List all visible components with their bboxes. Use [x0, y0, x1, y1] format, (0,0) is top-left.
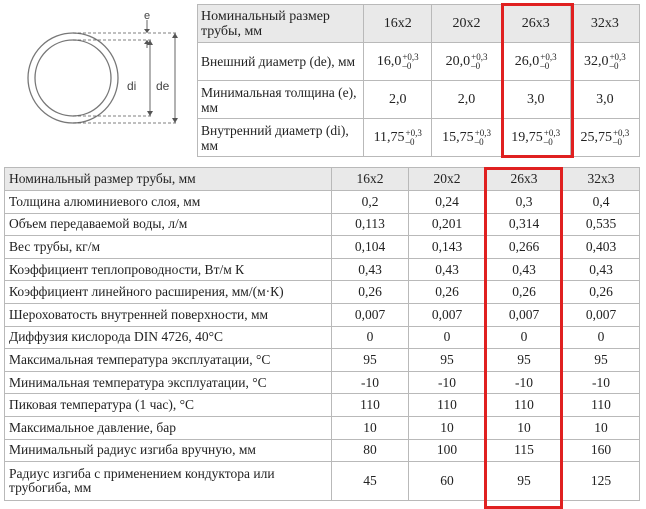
e-arrow-icon — [144, 29, 150, 33]
cell-value: 95 — [486, 349, 563, 372]
cell-value: 0,104 — [332, 236, 409, 259]
table-row — [198, 43, 640, 81]
cell-value: 10 — [486, 416, 563, 439]
header-col: 16x2 — [332, 168, 409, 191]
table-row — [198, 119, 640, 157]
row-label: Коэффициент линейного расширения, мм/(м·К) — [5, 281, 332, 304]
cell-value: 0,007 — [409, 303, 486, 326]
row-label: Диффузия кислорода DIN 4726, 40°C — [5, 326, 332, 349]
cell-value: 0,007 — [332, 303, 409, 326]
cell-value: 2,0 — [364, 81, 432, 119]
row-label: Максимальное давление, бар — [5, 416, 332, 439]
row-label: Шероховатость внутренней поверхности, мм — [5, 303, 332, 326]
cell-value: 0,26 — [563, 281, 640, 304]
cell-value: 60 — [409, 462, 486, 501]
cell-value: 0,266 — [486, 236, 563, 259]
cell-value: 0,24 — [409, 191, 486, 214]
cell-value-with-tolerance: 25,75 +0,3 –0 — [570, 119, 639, 157]
cell-value: -10 — [486, 371, 563, 394]
table-row — [5, 213, 640, 236]
cell-value: 0,113 — [332, 213, 409, 236]
pipe-dimensions-table — [197, 4, 640, 157]
de-arrow-icon — [172, 33, 178, 38]
row-label: Внутренний диаметр (di), мм — [198, 119, 364, 157]
table-row — [5, 462, 640, 501]
cell-value-with-tolerance: 19,75 +0,3 –0 — [501, 119, 570, 157]
cell-value: 0,143 — [409, 236, 486, 259]
cell-value: 100 — [409, 439, 486, 462]
outer-circle — [28, 33, 118, 123]
row-label: Минимальный радиус изгиба вручную, мм — [5, 439, 332, 462]
cell-value: 10 — [332, 416, 409, 439]
header-col: 16x2 — [364, 5, 432, 43]
cell-value: -10 — [563, 371, 640, 394]
header-label: Номинальный размер трубы, мм — [5, 168, 332, 191]
table-row — [5, 258, 640, 281]
cell-value-with-tolerance: 26,0 +0,3 –0 — [501, 43, 570, 81]
cell-value: 0,403 — [563, 236, 640, 259]
cell-value: 0 — [563, 326, 640, 349]
table-row — [5, 326, 640, 349]
cell-value: 115 — [486, 439, 563, 462]
cell-value: 0,2 — [332, 191, 409, 214]
table-row — [5, 349, 640, 372]
table-row — [5, 191, 640, 214]
cell-value: 0,007 — [563, 303, 640, 326]
row-label: Внешний диаметр (de), мм — [198, 43, 364, 81]
cell-value: 45 — [332, 462, 409, 501]
header-col: 20x2 — [409, 168, 486, 191]
header-col: 26x3 — [501, 5, 570, 43]
cell-value: 110 — [563, 394, 640, 417]
pipe-specifications-table — [4, 167, 640, 501]
row-label: Радиус изгиба с применением кондуктора или трубогиба, мм — [5, 462, 332, 501]
row-label: Вес трубы, кг/м — [5, 236, 332, 259]
row-label: Коэффициент теплопроводности, Вт/м К — [5, 258, 332, 281]
cell-value: 110 — [486, 394, 563, 417]
header-label: Номинальный размер трубы, мм — [198, 5, 364, 43]
cell-value-with-tolerance: 15,75 +0,3 –0 — [432, 119, 501, 157]
row-label: Минимальная температура эксплуатации, °C — [5, 371, 332, 394]
cell-value: 0,4 — [563, 191, 640, 214]
de-arrow-icon — [172, 118, 178, 123]
row-label: Минимальная толщина (e), мм — [198, 81, 364, 119]
cell-value: 0,26 — [409, 281, 486, 304]
table-row — [5, 394, 640, 417]
inner-circle — [35, 40, 111, 116]
cell-value: 0,314 — [486, 213, 563, 236]
cell-value: 3,0 — [570, 81, 639, 119]
table-row — [5, 281, 640, 304]
label-di: di — [127, 79, 137, 93]
cell-value: 0,3 — [486, 191, 563, 214]
table-row — [198, 81, 640, 119]
cell-value: 0,26 — [486, 281, 563, 304]
cell-value: 0,007 — [486, 303, 563, 326]
cell-value: 0 — [486, 326, 563, 349]
cell-value: 110 — [332, 394, 409, 417]
cell-value: 0,43 — [486, 258, 563, 281]
cell-value: 0 — [332, 326, 409, 349]
label-e: e — [144, 10, 151, 22]
row-label: Пиковая температура (1 час), °C — [5, 394, 332, 417]
table-row — [5, 371, 640, 394]
cell-value: 3,0 — [501, 81, 570, 119]
cell-value: 95 — [486, 462, 563, 501]
cell-value-with-tolerance: 16,0 +0,3 –0 — [364, 43, 432, 81]
pipe-cross-section-diagram — [18, 8, 196, 138]
table-header-row — [198, 5, 640, 43]
label-de: de — [156, 79, 170, 93]
header-col: 32x3 — [570, 5, 639, 43]
cell-value: 160 — [563, 439, 640, 462]
cell-value-with-tolerance: 11,75 +0,3 –0 — [364, 119, 432, 157]
cell-value: 2,0 — [432, 81, 501, 119]
cell-value: 10 — [409, 416, 486, 439]
di-arrow-icon — [147, 111, 153, 116]
cell-value: -10 — [332, 371, 409, 394]
cell-value: 95 — [332, 349, 409, 372]
header-col: 20x2 — [432, 5, 501, 43]
cell-value: 0,43 — [332, 258, 409, 281]
cell-value: 0,201 — [409, 213, 486, 236]
cell-value: 0,43 — [563, 258, 640, 281]
table-row — [5, 303, 640, 326]
cell-value: 80 — [332, 439, 409, 462]
header-col: 26x3 — [486, 168, 563, 191]
cell-value: 0,43 — [409, 258, 486, 281]
row-label: Объем передаваемой воды, л/м — [5, 213, 332, 236]
cell-value: -10 — [409, 371, 486, 394]
cell-value-with-tolerance: 32,0 +0,3 –0 — [570, 43, 639, 81]
cell-value: 125 — [563, 462, 640, 501]
row-label: Толщина алюминиевого слоя, мм — [5, 191, 332, 214]
table-row — [5, 439, 640, 462]
table-row — [5, 236, 640, 259]
cell-value: 95 — [409, 349, 486, 372]
cell-value: 0 — [409, 326, 486, 349]
table-header-row — [5, 168, 640, 191]
header-col: 32x3 — [563, 168, 640, 191]
table-row — [5, 416, 640, 439]
cell-value: 0,26 — [332, 281, 409, 304]
cell-value-with-tolerance: 20,0 +0,3 –0 — [432, 43, 501, 81]
cell-value: 95 — [563, 349, 640, 372]
cell-value: 0,535 — [563, 213, 640, 236]
cell-value: 10 — [563, 416, 640, 439]
row-label: Максимальная температура эксплуатации, °C — [5, 349, 332, 372]
cell-value: 110 — [409, 394, 486, 417]
